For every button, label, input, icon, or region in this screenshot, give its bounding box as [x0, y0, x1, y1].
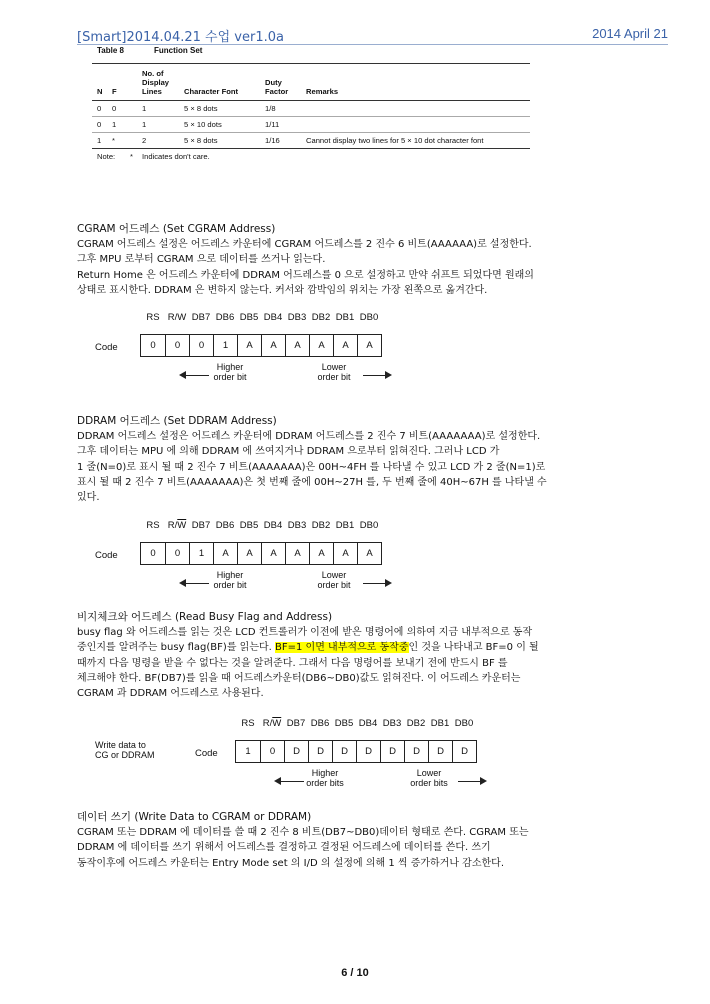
register-bit-cell: A [237, 543, 261, 564]
left-arrow-line [185, 375, 209, 376]
paragraph-line: 동작이후에 어드레스 카운터는 Entry Mode set 의 I/D 의 설정에 의해 1 씩 증가하거나 감소한다. [77, 857, 504, 869]
paragraph-line: 1 줄(N=0)로 표시 될 때 2 진수 7 비트(AAAAAAA)은 00H~4FH 를 나타낼 수 있고 LCD 가 2 줄(N=1)로 [77, 461, 546, 473]
table-rule [92, 148, 530, 149]
register-bit-header: DB3 [382, 718, 402, 729]
register-bit-header: RS [146, 520, 160, 531]
register-bit-header: $R/\overline{W}$ [262, 718, 282, 729]
paragraph-line: 때까지 다음 명령을 받을 수 없다는 것을 알려준다. 그래서 다음 명령어를 보내기 전에 반드시 BF 를 [77, 657, 508, 669]
paragraph-line: CGRAM 과 DDRAM 어드레스로 사용된다. [77, 688, 264, 700]
table-cell: 1 [97, 136, 102, 145]
register-bit-header: $R/\overline{W}$ [167, 520, 187, 531]
table-cell: 1/16 [265, 136, 280, 145]
left-arrowhead [179, 371, 186, 379]
register-bit-cell: D [308, 741, 332, 762]
register-bit-header: RS [241, 718, 255, 729]
section-title: DDRAM 어드레스 (Set DDRAM Address) [77, 415, 277, 427]
table-cell: Cannot display two lines for 5 × 10 dot character font [306, 136, 484, 145]
paragraph-line: CGRAM 어드레스 설정은 어드레스 카운터에 CGRAM 어드레스를 2 진수 6 비트(AAAAAA)로 설정한다. [77, 239, 532, 251]
paragraph-line: Return Home 은 어드레스 카운터에 DDRAM 어드레스를 0 으로 설정하고 만약 쉬프트 되었다면 원래의 [77, 269, 534, 281]
register-bit-header: DB0 [359, 520, 379, 531]
paragraph-line: DDRAM 어드레스 설정은 어드레스 카운터에 DDRAM 어드레스를 2 진수 7 비트(AAAAAAA)로 설정한다. [77, 431, 541, 443]
register-bit-header: DB2 [406, 718, 426, 729]
page-number: 6 / 10 [341, 967, 369, 979]
table-rule [92, 116, 530, 117]
table-note-star: * [130, 152, 133, 161]
register-bit-header: DB6 [215, 312, 235, 323]
register-bit-cell: D [284, 741, 308, 762]
table-cell: 1 [142, 104, 147, 113]
text-run: 중인지를 알려주는 busy flag(BF)를 읽는다. [77, 642, 275, 654]
table-cell: 0 [97, 104, 102, 113]
write-data-register-diagram [95, 718, 515, 798]
register-bit-cell: A [237, 335, 261, 356]
register-bit-header: DB6 [215, 520, 235, 531]
register-bit-header: DB1 [335, 312, 355, 323]
right-arrow-line [458, 781, 480, 782]
register-bit-cell: 0 [150, 548, 156, 559]
table-cell: * [112, 136, 115, 145]
register-bit-cell: A [309, 335, 333, 356]
busy-flag-section [77, 610, 663, 701]
table-note-text: Indicates don't care. [142, 152, 210, 161]
register-code-label: Code [95, 550, 118, 561]
left-arrow-line [280, 781, 304, 782]
table-cell: 0 [112, 104, 117, 113]
register-bit-header: DB4 [263, 312, 283, 323]
register-bit-cell: A [213, 543, 237, 564]
register-code-label: Code [95, 342, 118, 353]
register-bit-header: DB4 [263, 520, 283, 531]
table-cell: 1 [112, 120, 117, 129]
write-data-side-label: Write data to CG or DDRAM [95, 740, 155, 760]
register-bit-cell: A [333, 335, 357, 356]
table-cell: 5 × 10 dots [184, 120, 222, 129]
register-bit-cell: D [452, 741, 476, 762]
table-cell: 1/8 [265, 104, 276, 113]
right-arrowhead [385, 579, 392, 587]
table-cell: 0 [97, 120, 102, 129]
write-data-section [77, 810, 663, 871]
lower-order-label: Lower order bit [317, 570, 351, 590]
right-arrowhead [385, 371, 392, 379]
register-bit-header: DB5 [334, 718, 354, 729]
register-bit-cell: D [428, 741, 452, 762]
paragraph-line: DDRAM 에 데이터를 쓰기 위해서 어드레스를 결정하고 결정된 어드레스에 데이터를 쓴다. 쓰기 [77, 842, 491, 854]
register-bit-cell: 0 [260, 741, 284, 762]
register-bit-cell: A [333, 543, 357, 564]
cgram-register-diagram [95, 312, 435, 392]
register-bit-cell: A [285, 543, 309, 564]
table-caption-label: Table 8 [97, 46, 124, 55]
table-cell: 1/11 [265, 120, 280, 129]
register-bit-header: RS [146, 312, 160, 323]
register-bit-header: DB2 [311, 520, 331, 531]
document-header-title: [Smart]2014.04.21 수업 ver1.0a [77, 30, 284, 45]
register-bit-header: DB7 [191, 312, 211, 323]
paragraph-line: 있다. [77, 492, 100, 504]
paragraph-line: 그후 데이터는 MPU 에 의해 DDRAM 에 쓰여지거나 DDRAM 으로부터 읽혀진다. 그러나 LCD 가 [77, 446, 500, 458]
table-header-cell: Character Font [184, 87, 239, 96]
paragraph-line: 상태로 표시한다. DDRAM 은 변하지 않는다. 커서와 깜박임의 위치는 가장 왼쪽으로 옮겨간다. [77, 284, 488, 296]
table-header-cell: Remarks [306, 87, 339, 96]
register-bit-cell: A [261, 543, 285, 564]
register-bit-header: DB0 [454, 718, 474, 729]
right-arrow-line [363, 375, 385, 376]
section-title: 데이터 쓰기 (Write Data to CGRAM or DDRAM) [77, 811, 312, 823]
text-run: 인 것을 나타내고 BF=0 이 될 [408, 642, 539, 654]
left-arrow-line [185, 583, 209, 584]
table-header-cell: No. of Display Lines [142, 69, 170, 96]
table-cell: 1 [142, 120, 147, 129]
right-arrow-line [363, 583, 385, 584]
register-bit-cell: 0 [165, 335, 189, 356]
cgram-section [77, 222, 663, 298]
lower-order-label: Lower order bits [410, 768, 448, 788]
section-title: CGRAM 어드레스 (Set CGRAM Address) [77, 223, 276, 235]
left-arrowhead [179, 579, 186, 587]
register-bit-header: DB1 [335, 520, 355, 531]
table-cell: 2 [142, 136, 147, 145]
section-title: 비지체크와 어드레스 (Read Busy Flag and Address) [77, 611, 333, 623]
paragraph-line [77, 640, 663, 655]
register-code-label: Code [195, 748, 218, 759]
document-header-date: 2014 April 21 [592, 26, 668, 41]
register-bit-header: DB7 [286, 718, 306, 729]
register-bit-cell: D [404, 741, 428, 762]
register-bit-cell: 1 [245, 746, 251, 757]
register-cells [235, 740, 477, 763]
table-cell: 5 × 8 dots [184, 136, 218, 145]
higher-order-label: Higher order bit [213, 362, 247, 382]
paragraph-line: 표시 될 때 2 진수 7 비트(AAAAAAA)은 첫 번째 줄에 00H~27H 를, 두 번째 줄에 40H~67H 를 나타낼 수 [77, 476, 547, 488]
register-bit-cell: A [261, 335, 285, 356]
highlighted-text: BF=1 이면 내부적으로 동작중 [275, 642, 409, 654]
table-cell: 5 × 8 dots [184, 104, 218, 113]
table-header-cell: Duty Factor [265, 78, 289, 96]
register-bit-header: DB0 [359, 312, 379, 323]
table-header-cell: F [112, 87, 117, 96]
register-bit-header: DB4 [358, 718, 378, 729]
paragraph-line: busy flag 와 어드레스를 읽는 것은 LCD 컨트롤러가 이전에 받은 명령어에 의하여 지금 내부적으로 동작 [77, 627, 533, 639]
header-divider [77, 44, 668, 45]
register-cells [140, 542, 382, 565]
register-bit-cell: D [380, 741, 404, 762]
register-bit-cell: D [356, 741, 380, 762]
paragraph-line: CGRAM 또는 DDRAM 에 데이터를 쓸 때 2 진수 8 비트(DB7~DB0)데이터 형태로 쓴다. CGRAM 또는 [77, 827, 529, 839]
register-bit-header: DB3 [287, 312, 307, 323]
ddram-register-diagram [95, 520, 435, 600]
lower-order-label: Lower order bit [317, 362, 351, 382]
register-bit-cell: A [285, 335, 309, 356]
register-bit-cell: A [309, 543, 333, 564]
table-rule [92, 132, 530, 133]
paragraph-line: 그후 MPU 로부터 CGRAM 으로 데이터를 쓰거나 읽는다. [77, 254, 326, 266]
table-header-cell: N [97, 87, 103, 96]
register-bit-header: DB3 [287, 520, 307, 531]
register-bit-header: DB6 [310, 718, 330, 729]
register-bit-header: R/W [167, 312, 187, 323]
register-bit-cell: 1 [189, 543, 213, 564]
register-bit-header: DB2 [311, 312, 331, 323]
register-bit-cell: A [357, 335, 381, 356]
higher-order-label: Higher order bit [213, 570, 247, 590]
register-cells [140, 334, 382, 357]
register-bit-cell: 0 [150, 340, 156, 351]
register-bit-header: DB1 [430, 718, 450, 729]
higher-order-label: Higher order bits [306, 768, 344, 788]
table-note-label: Note: [97, 152, 116, 161]
table-rule [92, 100, 530, 101]
table-caption-title: Function Set [153, 46, 203, 55]
ddram-section [77, 414, 663, 505]
left-arrowhead [274, 777, 281, 785]
register-bit-cell: A [357, 543, 381, 564]
table-caption [97, 46, 232, 55]
register-bit-cell: D [332, 741, 356, 762]
register-bit-header: DB5 [239, 520, 259, 531]
register-bit-cell: 0 [189, 335, 213, 356]
register-bit-cell: 0 [165, 543, 189, 564]
register-bit-header: DB7 [191, 520, 211, 531]
register-bit-cell: 1 [213, 335, 237, 356]
paragraph-line: 체크해야 한다. BF(DB7)를 읽을 때 어드레스카운터(DB6~DB0)값도 읽혀진다. 이 어드레스 카운터는 [77, 672, 521, 684]
register-bit-header: DB5 [239, 312, 259, 323]
right-arrowhead [480, 777, 487, 785]
